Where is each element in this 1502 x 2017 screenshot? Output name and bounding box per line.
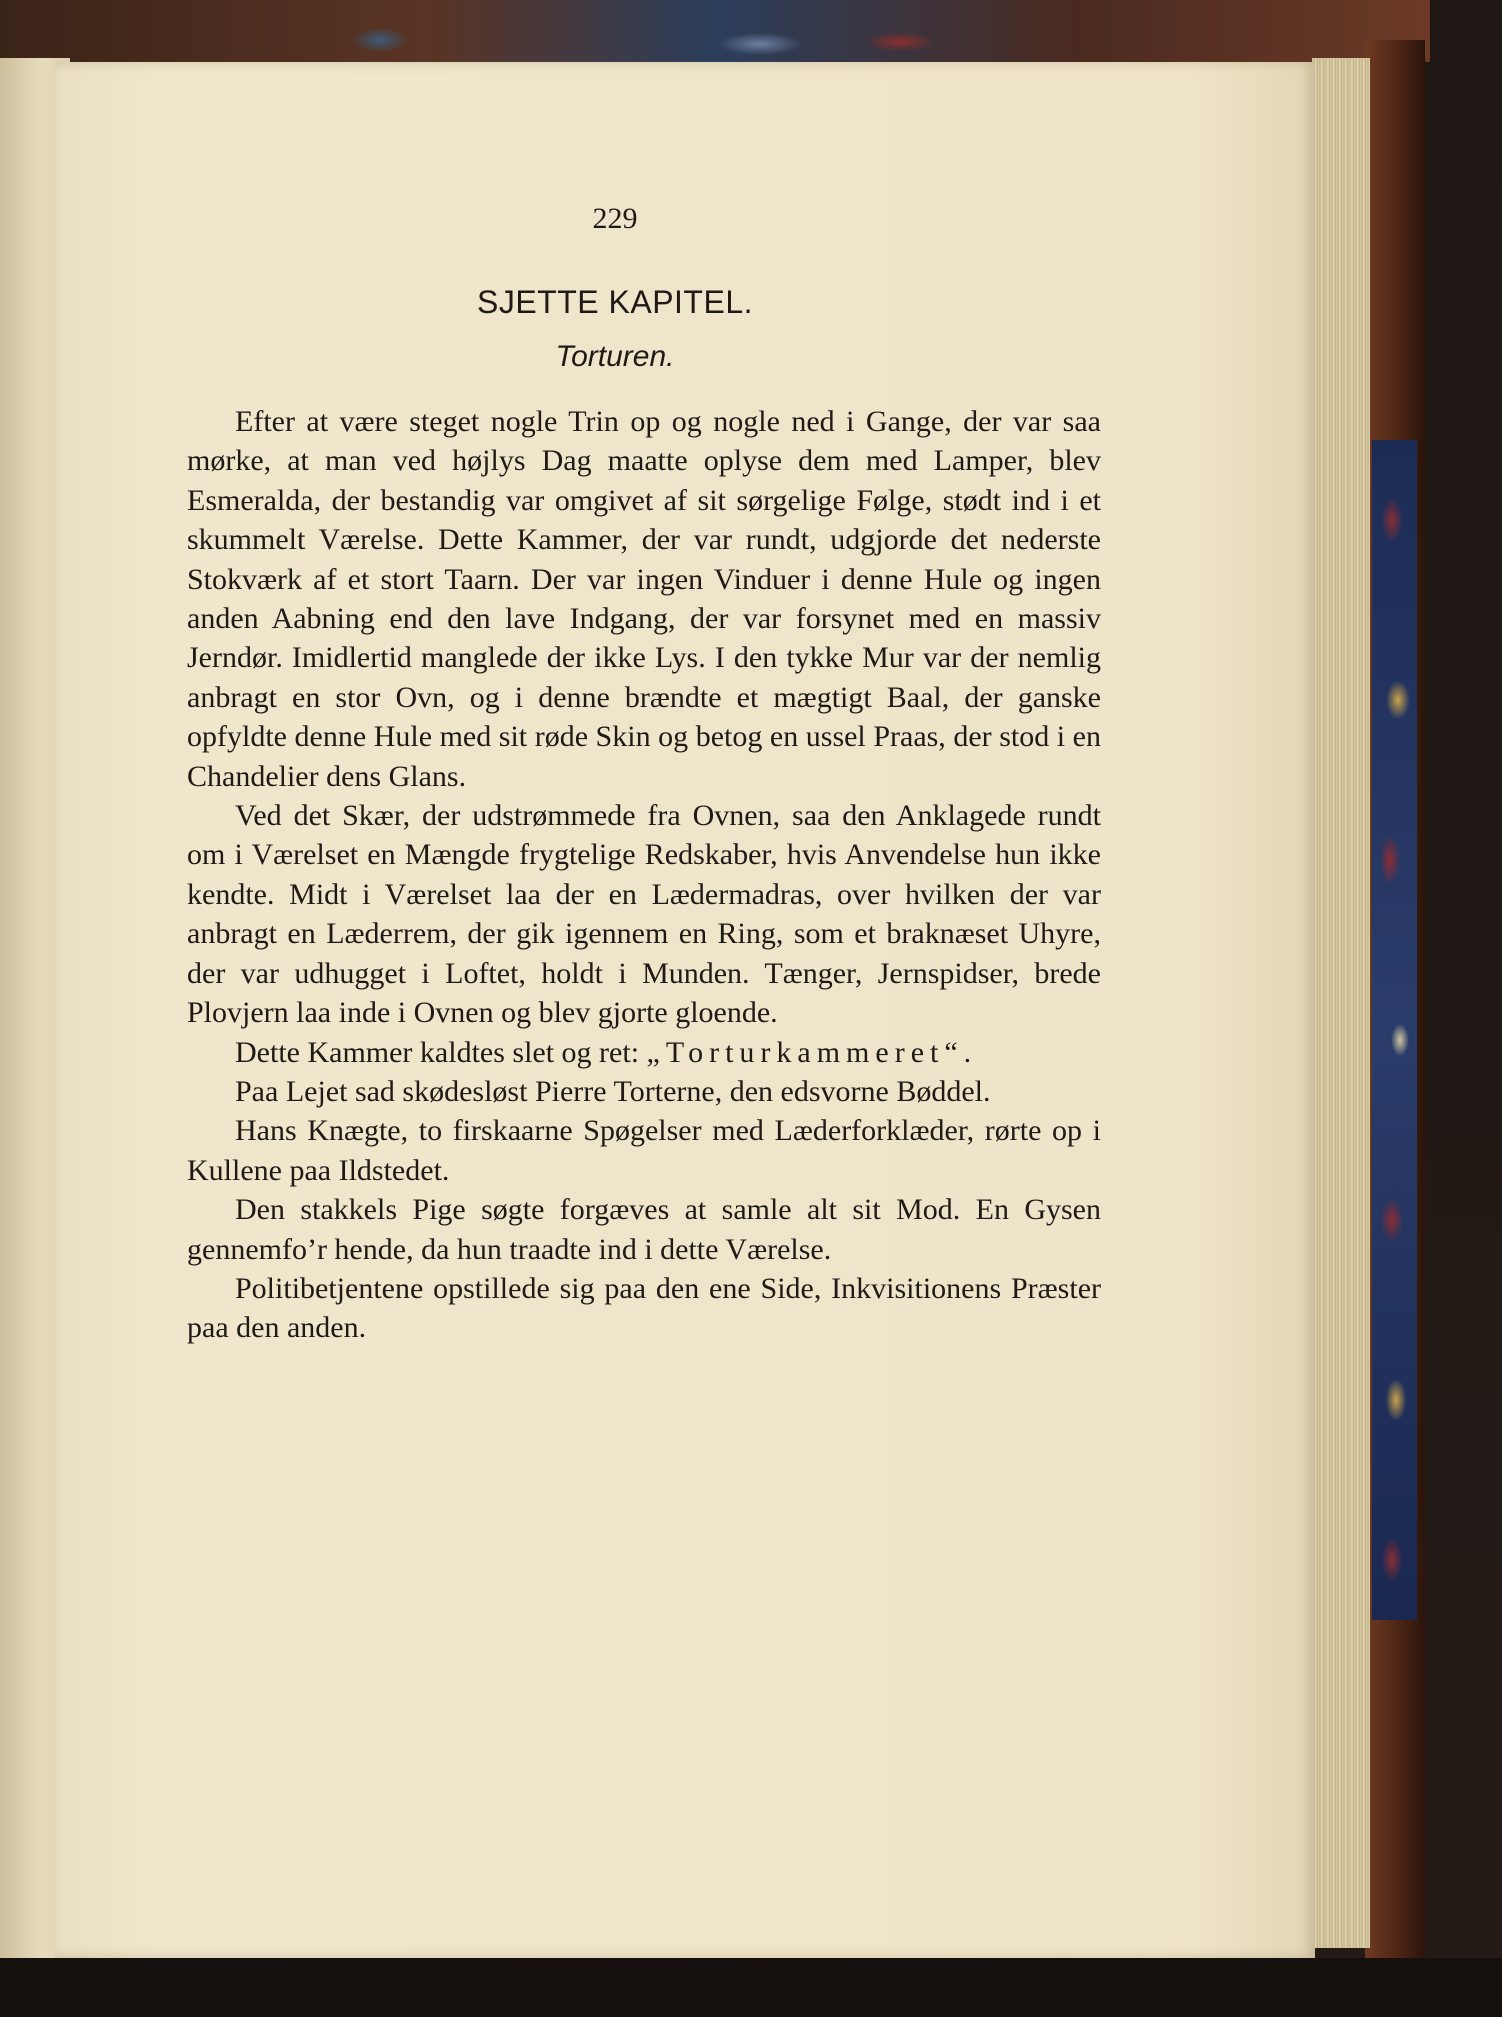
paragraph: Den stakkels Pige søgte forgæves at samle alt sit Mod. En Gysen gennemfo’r hende, da hun traadte ind i dette Værelse. (187, 1193, 1101, 1266)
marbled-cover-strip (1372, 440, 1417, 1620)
paragraph: Ved det Skær, der udstrømmede fra Ovnen, saa den Anklagede rundt om i Værelset en Mængde frygtelige Redskaber, hvis Anvendelse hun ikke kendte. Midt i Værelset laa der en Lædermadras, over hvilken der var anbragt en Læderrem, der gik igennem en Ring, som et braknæset Uhyre, der var udhugget i Loftet, holdt i Munden. Tænger, Jernspidser, brede Plovjern laa inde i Ovnen og blev gjorte gloende. (187, 799, 1101, 1030)
paragraph: Paa Lejet sad skødesløst Pierre Torterne, den edsvorne Bøddel. (235, 1074, 991, 1108)
marbled-endpaper-top (0, 0, 1430, 62)
body-text (187, 402, 1101, 1348)
chapter-title: SJETTE KAPITEL. (476, 284, 753, 320)
paragraph-chamber (187, 1033, 1101, 1072)
paragraph: Hans Knægte, to firskaarne Spøgelser med Læderforklæder, rørte op i Kullene paa Ildstedet. (187, 1114, 1101, 1187)
paragraph-lead: Dette Kammer kaldtes slet og ret: (235, 1035, 640, 1069)
paragraph: Efter at være steget nogle Trin op og nogle ned i Gange, der var saa mørke, at man ved højlys Dag maatte oplyse dem med Lamper, blev Esmeralda, der bestandig var omgivet af sit sørgelige Følge, stødt ind i et skummelt Værelse. Dette Kammer, der var rundt, udgjorde det nederste Stokværk af et stort Taarn. Der var ingen Vinduer i denne Hule og ingen anden Aabning end den lave Indgang, der var forsynet med en massiv Jerndør. Imidlertid manglede der ikke Lys. I den tykke Mur var der nemlig anbragt en stor Ovn, og i denne brændte et mægtigt Baal, der ganske opfyldte denne Hule med sit røde Skin og betog en ussel Praas, der stod i en Chandelier dens Glans. (187, 405, 1101, 793)
paragraph: Politibetjentene opstillede sig paa den ene Side, Inkvisitionens Præster paa den anden. (187, 1271, 1101, 1345)
page-block-edge (1312, 58, 1370, 1948)
book-page (55, 62, 1315, 1958)
page-number: 229 (592, 202, 638, 235)
chapter-subtitle: Torturen. (555, 340, 675, 373)
bottom-shadow (0, 1958, 1502, 2017)
spaced-term: „Torturkammeret“. (646, 1035, 978, 1069)
